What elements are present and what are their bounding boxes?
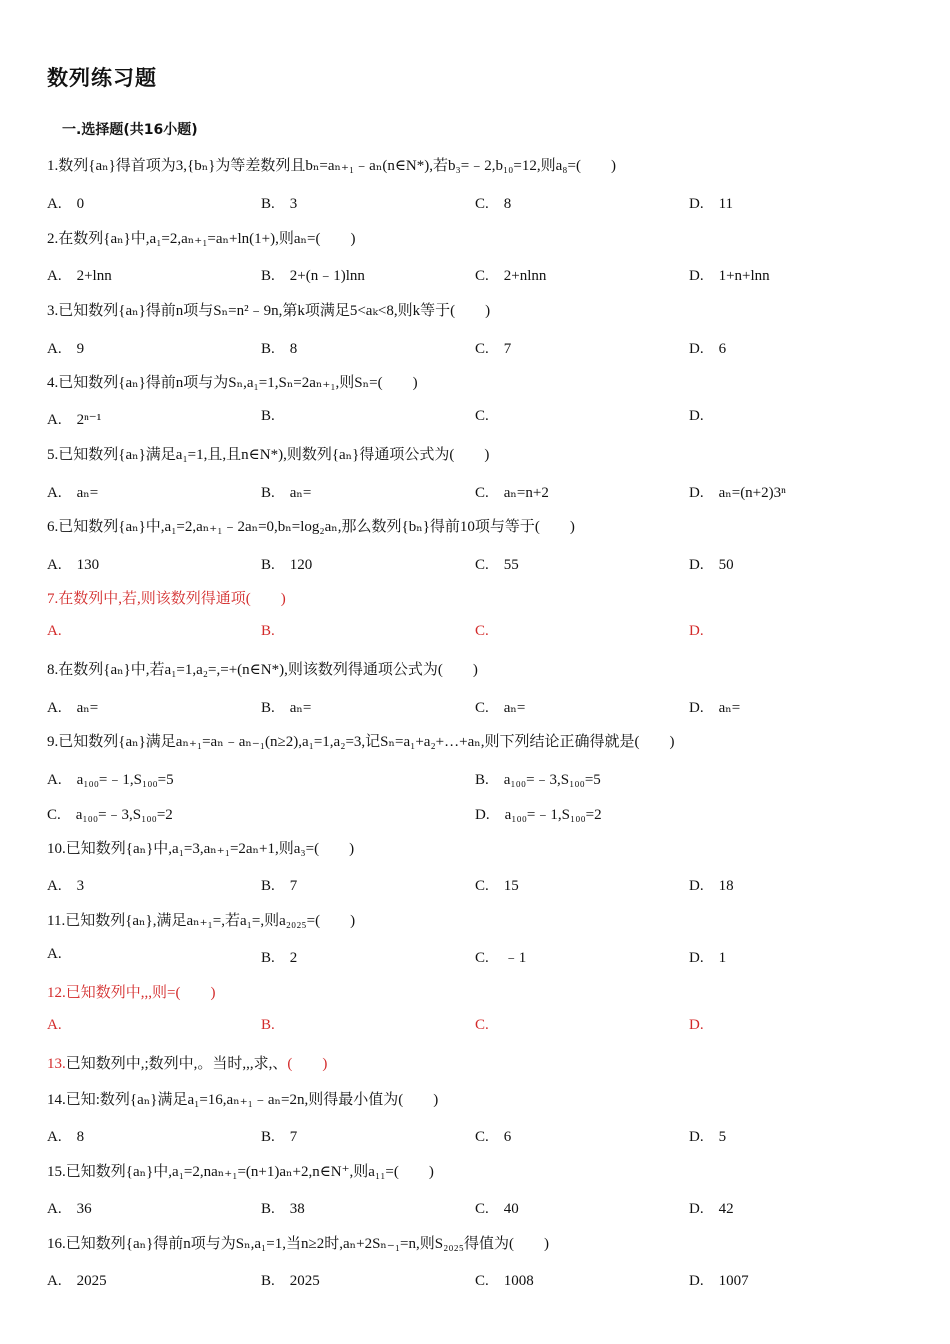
question-10: 10.已知数列{aₙ}中,a₁=3,aₙ₊₁=2aₙ+1,则a₃=( ) — [47, 841, 355, 857]
question-12: 12.已知数列中,,,则=( ) — [47, 985, 216, 1001]
option-b: B. 7 — [261, 1129, 298, 1145]
question-3-options — [47, 337, 907, 359]
question-7: 7.在数列中,若,则该数列得通项( ) — [47, 591, 286, 607]
option-a: A. 36 — [47, 1201, 92, 1217]
option-c: C. 7 — [475, 341, 512, 357]
option-d: D. 5 — [689, 1129, 727, 1145]
option-c: C. — [475, 408, 489, 424]
option-a: A. aₙ= — [47, 700, 99, 716]
question-14-options — [47, 1125, 907, 1147]
option-d: D. a₁₀₀=﹣1,S₁₀₀=2 — [475, 807, 602, 823]
question-9-options-row1 — [47, 768, 907, 790]
option-c: C. 8 — [475, 196, 512, 212]
question-15-options — [47, 1197, 907, 1219]
option-c: C. aₙ=n+2 — [475, 485, 549, 501]
option-d: D. 6 — [689, 341, 727, 357]
option-d: D. aₙ=(n+2)3ⁿ — [689, 485, 786, 501]
option-d: D. 1 — [689, 950, 727, 966]
option-d: D. 11 — [689, 196, 734, 212]
question-2: 2.在数列{aₙ}中,a₁=2,aₙ₊₁=aₙ+ln(1+),则aₙ=( ) — [47, 231, 356, 247]
option-c: C. 55 — [475, 557, 519, 573]
option-b: B. 2 — [261, 950, 298, 966]
question-11-options — [47, 946, 907, 968]
question-10-options — [47, 874, 907, 896]
option-d: D. 50 — [689, 557, 734, 573]
option-d: D. 42 — [689, 1201, 734, 1217]
option-c: C. aₙ= — [475, 700, 526, 716]
option-a: A. aₙ= — [47, 485, 99, 501]
option-c: C. 6 — [475, 1129, 512, 1145]
option-a: A. 2+lnn — [47, 268, 112, 284]
question-12-options — [47, 1017, 907, 1039]
question-2-options — [47, 264, 907, 286]
question-3: 3.已知数列{aₙ}得前n项与Sₙ=n²﹣9n,第k项满足5<aₖ<8,则k等于( ) — [47, 303, 491, 319]
question-1: 1.数列{aₙ}得首项为3,{bₙ}为等差数列且bₙ=aₙ₊₁﹣aₙ(n∈N*),若b₃=﹣2,b₁₀=12,则a₈=( ) — [47, 158, 616, 174]
option-c: C. 40 — [475, 1201, 519, 1217]
option-a: A. 0 — [47, 196, 85, 212]
option-d: D. 18 — [689, 878, 734, 894]
question-4: 4.已知数列{aₙ}得前n项与为Sₙ,a₁=1,Sₙ=2aₙ₊₁,则Sₙ=( ) — [47, 375, 418, 391]
option-b: B. 2+(n﹣1)lnn — [261, 268, 365, 284]
question-6: 6.已知数列{aₙ}中,a₁=2,aₙ₊₁﹣2aₙ=0,bₙ=log₂aₙ,那么数列{bₙ}得前10项与等于( ) — [47, 519, 575, 535]
question-7-options — [47, 623, 907, 645]
question-14: 14.已知:数列{aₙ}满足a₁=16,aₙ₊₁﹣aₙ=2n,则得最小值为( ) — [47, 1092, 439, 1108]
option-a: A. 2025 — [47, 1273, 107, 1289]
option-d: D. aₙ= — [689, 700, 741, 716]
option-b: B. — [261, 408, 275, 424]
section-heading: 一.选择题(共16小题) — [62, 122, 198, 138]
option-b: B. 2025 — [261, 1273, 320, 1289]
question-8-options — [47, 696, 907, 718]
option-b: B. aₙ= — [261, 485, 312, 501]
question-5-options — [47, 481, 907, 503]
option-c: C. 2+nlnn — [475, 268, 547, 284]
question-11: 11.已知数列{aₙ},满足aₙ₊₁=,若a₁=,则a₂₀₂₅=( ) — [47, 913, 356, 929]
question-13-text: 已知数列中,;数列中,。当时,,,求,、 — [65, 1056, 288, 1072]
question-15: 15.已知数列{aₙ}中,a₁=2,naₙ₊₁=(n+1)aₙ+2,n∈N⁺,则a₁₁=( ) — [47, 1164, 434, 1180]
option-c: C. 15 — [475, 878, 519, 894]
option-b: B. 3 — [261, 196, 298, 212]
option-b: B. — [261, 1017, 275, 1033]
question-4-options — [47, 408, 907, 430]
option-b: B. 120 — [261, 557, 313, 573]
option-c: C. ﹣1 — [475, 950, 527, 966]
option-d: D. 1007 — [689, 1273, 749, 1289]
option-c: C. — [475, 1017, 489, 1033]
option-b: B. a₁₀₀=﹣3,S₁₀₀=5 — [475, 772, 601, 788]
option-b: B. 8 — [261, 341, 298, 357]
question-8: 8.在数列{aₙ}中,若a₁=1,a₂=,=+(n∈N*),则该数列得通项公式为( ) — [47, 662, 478, 678]
question-1-options — [47, 192, 907, 214]
option-a: A. 9 — [47, 341, 85, 357]
option-c: C. 1008 — [475, 1273, 534, 1289]
question-5: 5.已知数列{aₙ}满足a₁=1,且,且n∈N*),则数列{aₙ}得通项公式为( ) — [47, 447, 490, 463]
option-d: D. — [689, 408, 704, 424]
question-9: 9.已知数列{aₙ}满足aₙ₊₁=aₙ﹣aₙ₋₁(n≥2),a₁=1,a₂=3,记Sₙ=a₁+a₂+…+aₙ,则下列结论正确得就是( ) — [47, 734, 675, 750]
option-a: A. 130 — [47, 557, 100, 573]
option-a: A. 3 — [47, 878, 85, 894]
option-d: D. — [689, 623, 704, 639]
question-13-number: 13. — [47, 1056, 66, 1072]
option-a: A. 8 — [47, 1129, 85, 1145]
option-a: A. 2ⁿ⁻¹ — [47, 412, 102, 428]
page-title: 数列练习题 — [47, 66, 157, 90]
question-13-paren: ( ) — [287, 1056, 328, 1072]
question-9-options-row2 — [47, 803, 907, 825]
question-13 — [47, 1052, 327, 1073]
option-b: B. — [261, 623, 275, 639]
question-16-options — [47, 1269, 907, 1291]
option-b: B. 38 — [261, 1201, 305, 1217]
option-d: D. — [689, 1017, 704, 1033]
option-a: A. — [47, 1017, 62, 1033]
option-d: D. 1+n+lnn — [689, 268, 770, 284]
option-b: B. aₙ= — [261, 700, 312, 716]
question-6-options — [47, 553, 907, 575]
option-c: C. — [475, 623, 489, 639]
option-a: A. — [47, 623, 62, 639]
option-c: C. a₁₀₀=﹣3,S₁₀₀=2 — [47, 807, 173, 823]
option-a: A. — [47, 946, 62, 962]
option-a: A. a₁₀₀=﹣1,S₁₀₀=5 — [47, 772, 174, 788]
option-b: B. 7 — [261, 878, 298, 894]
question-16: 16.已知数列{aₙ}得前n项与为Sₙ,a₁=1,当n≥2时,aₙ+2Sₙ₋₁=n,则S₂₀₂₅得值为( ) — [47, 1236, 550, 1252]
